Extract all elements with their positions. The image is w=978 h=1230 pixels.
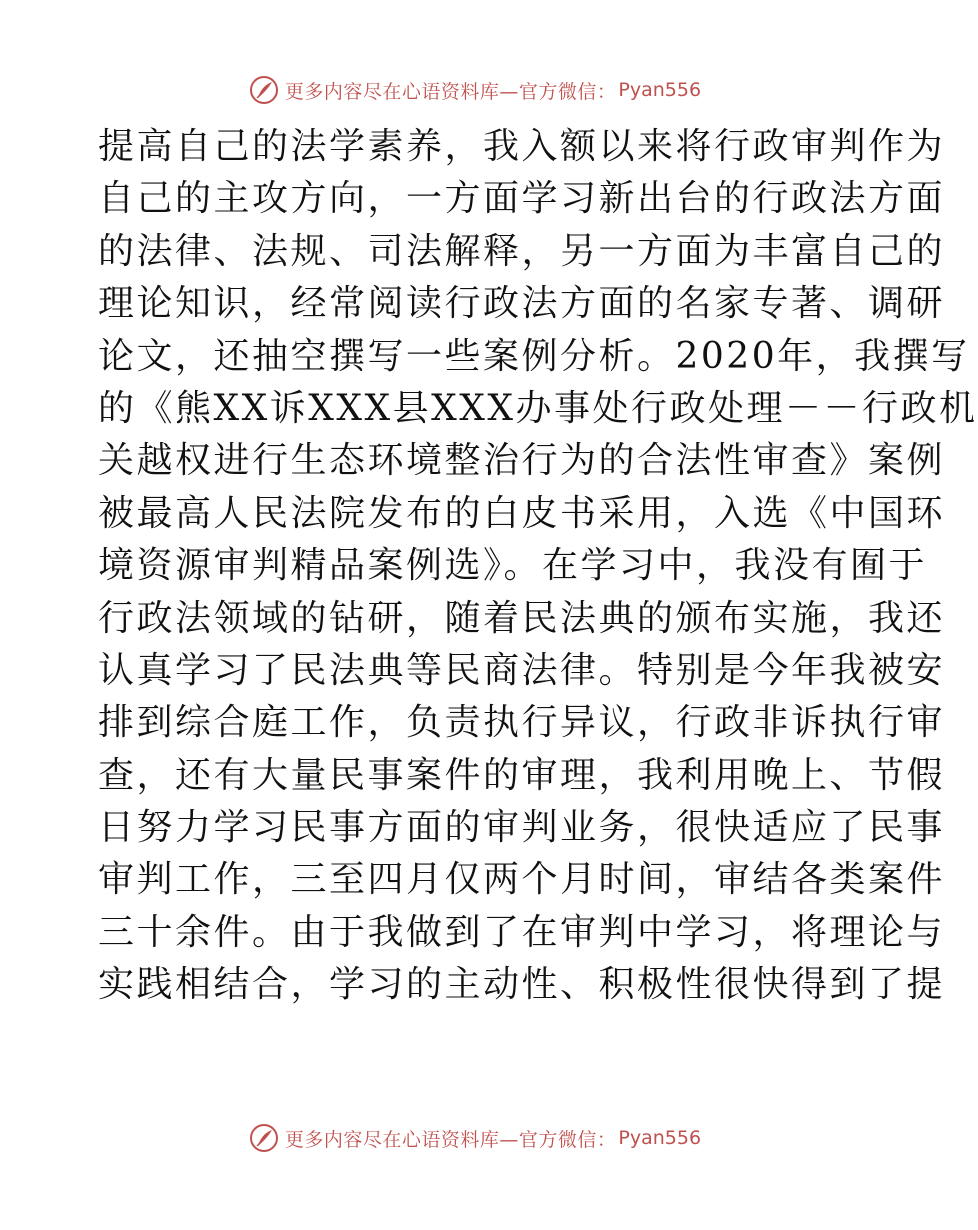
text-line: 境资源审判精品案例选》。在学习中，我没有囿于	[98, 545, 928, 587]
text-line: 实践相结合，学习的主动性、积极性很快得到了提	[98, 964, 946, 1006]
text-line: 自己的主攻方向，一方面学习新出台的行政法方面	[98, 178, 946, 220]
watermark-wechat-id: Pyan556	[618, 1127, 702, 1149]
text-line: 三十余件。由于我做到了在审判中学习，将理论与	[98, 911, 946, 953]
text-line: 的法律、法规、司法解释，另一方面为丰富自己的	[98, 230, 946, 272]
header-watermark	[0, 70, 950, 110]
body-text	[98, 121, 978, 1012]
footer-watermark	[0, 1118, 950, 1158]
text-line: 查，还有大量民事案件的审理，我利用晚上、节假	[98, 754, 946, 796]
text-line: 排到综合庭工作，负责执行异议，行政非诉执行审	[98, 702, 946, 744]
text-line: 提高自己的法学素养，我入额以来将行政审判作为	[98, 126, 946, 167]
text-line: 的《熊XX诉XXX县XXX办事处行政处理－－行政机	[98, 387, 978, 429]
text-line: 行政法领域的钻研，随着民法典的颁布实施，我还	[98, 597, 946, 639]
text-line: 论文，还抽空撰写一些案例分析。2020年，我撰写	[98, 335, 970, 377]
watermark-text: 更多内容尽在心语资料库—官方微信：	[284, 1128, 617, 1151]
text-line: 被最高人民法院发布的白皮书采用，入选《中国环	[98, 492, 946, 534]
text-line: 认真学习了民法典等民商法律。特别是今年我被安	[98, 649, 946, 691]
feather-pen-logo-icon	[249, 1123, 279, 1153]
text-line: 日努力学习民事方面的审判业务，很快适应了民事	[98, 807, 946, 849]
watermark-text: 更多内容尽在心语资料库—官方微信：	[284, 80, 617, 103]
watermark-wechat-id: Pyan556	[618, 79, 702, 101]
text-line: 理论知识，经常阅读行政法方面的名家专著、调研	[98, 283, 946, 325]
feather-pen-logo-icon	[249, 75, 279, 105]
text-line: 审判工作，三至四月仅两个月时间，审结各类案件	[98, 859, 946, 901]
text-line: 关越权进行生态环境整治行为的合法性审查》案例	[98, 440, 946, 482]
